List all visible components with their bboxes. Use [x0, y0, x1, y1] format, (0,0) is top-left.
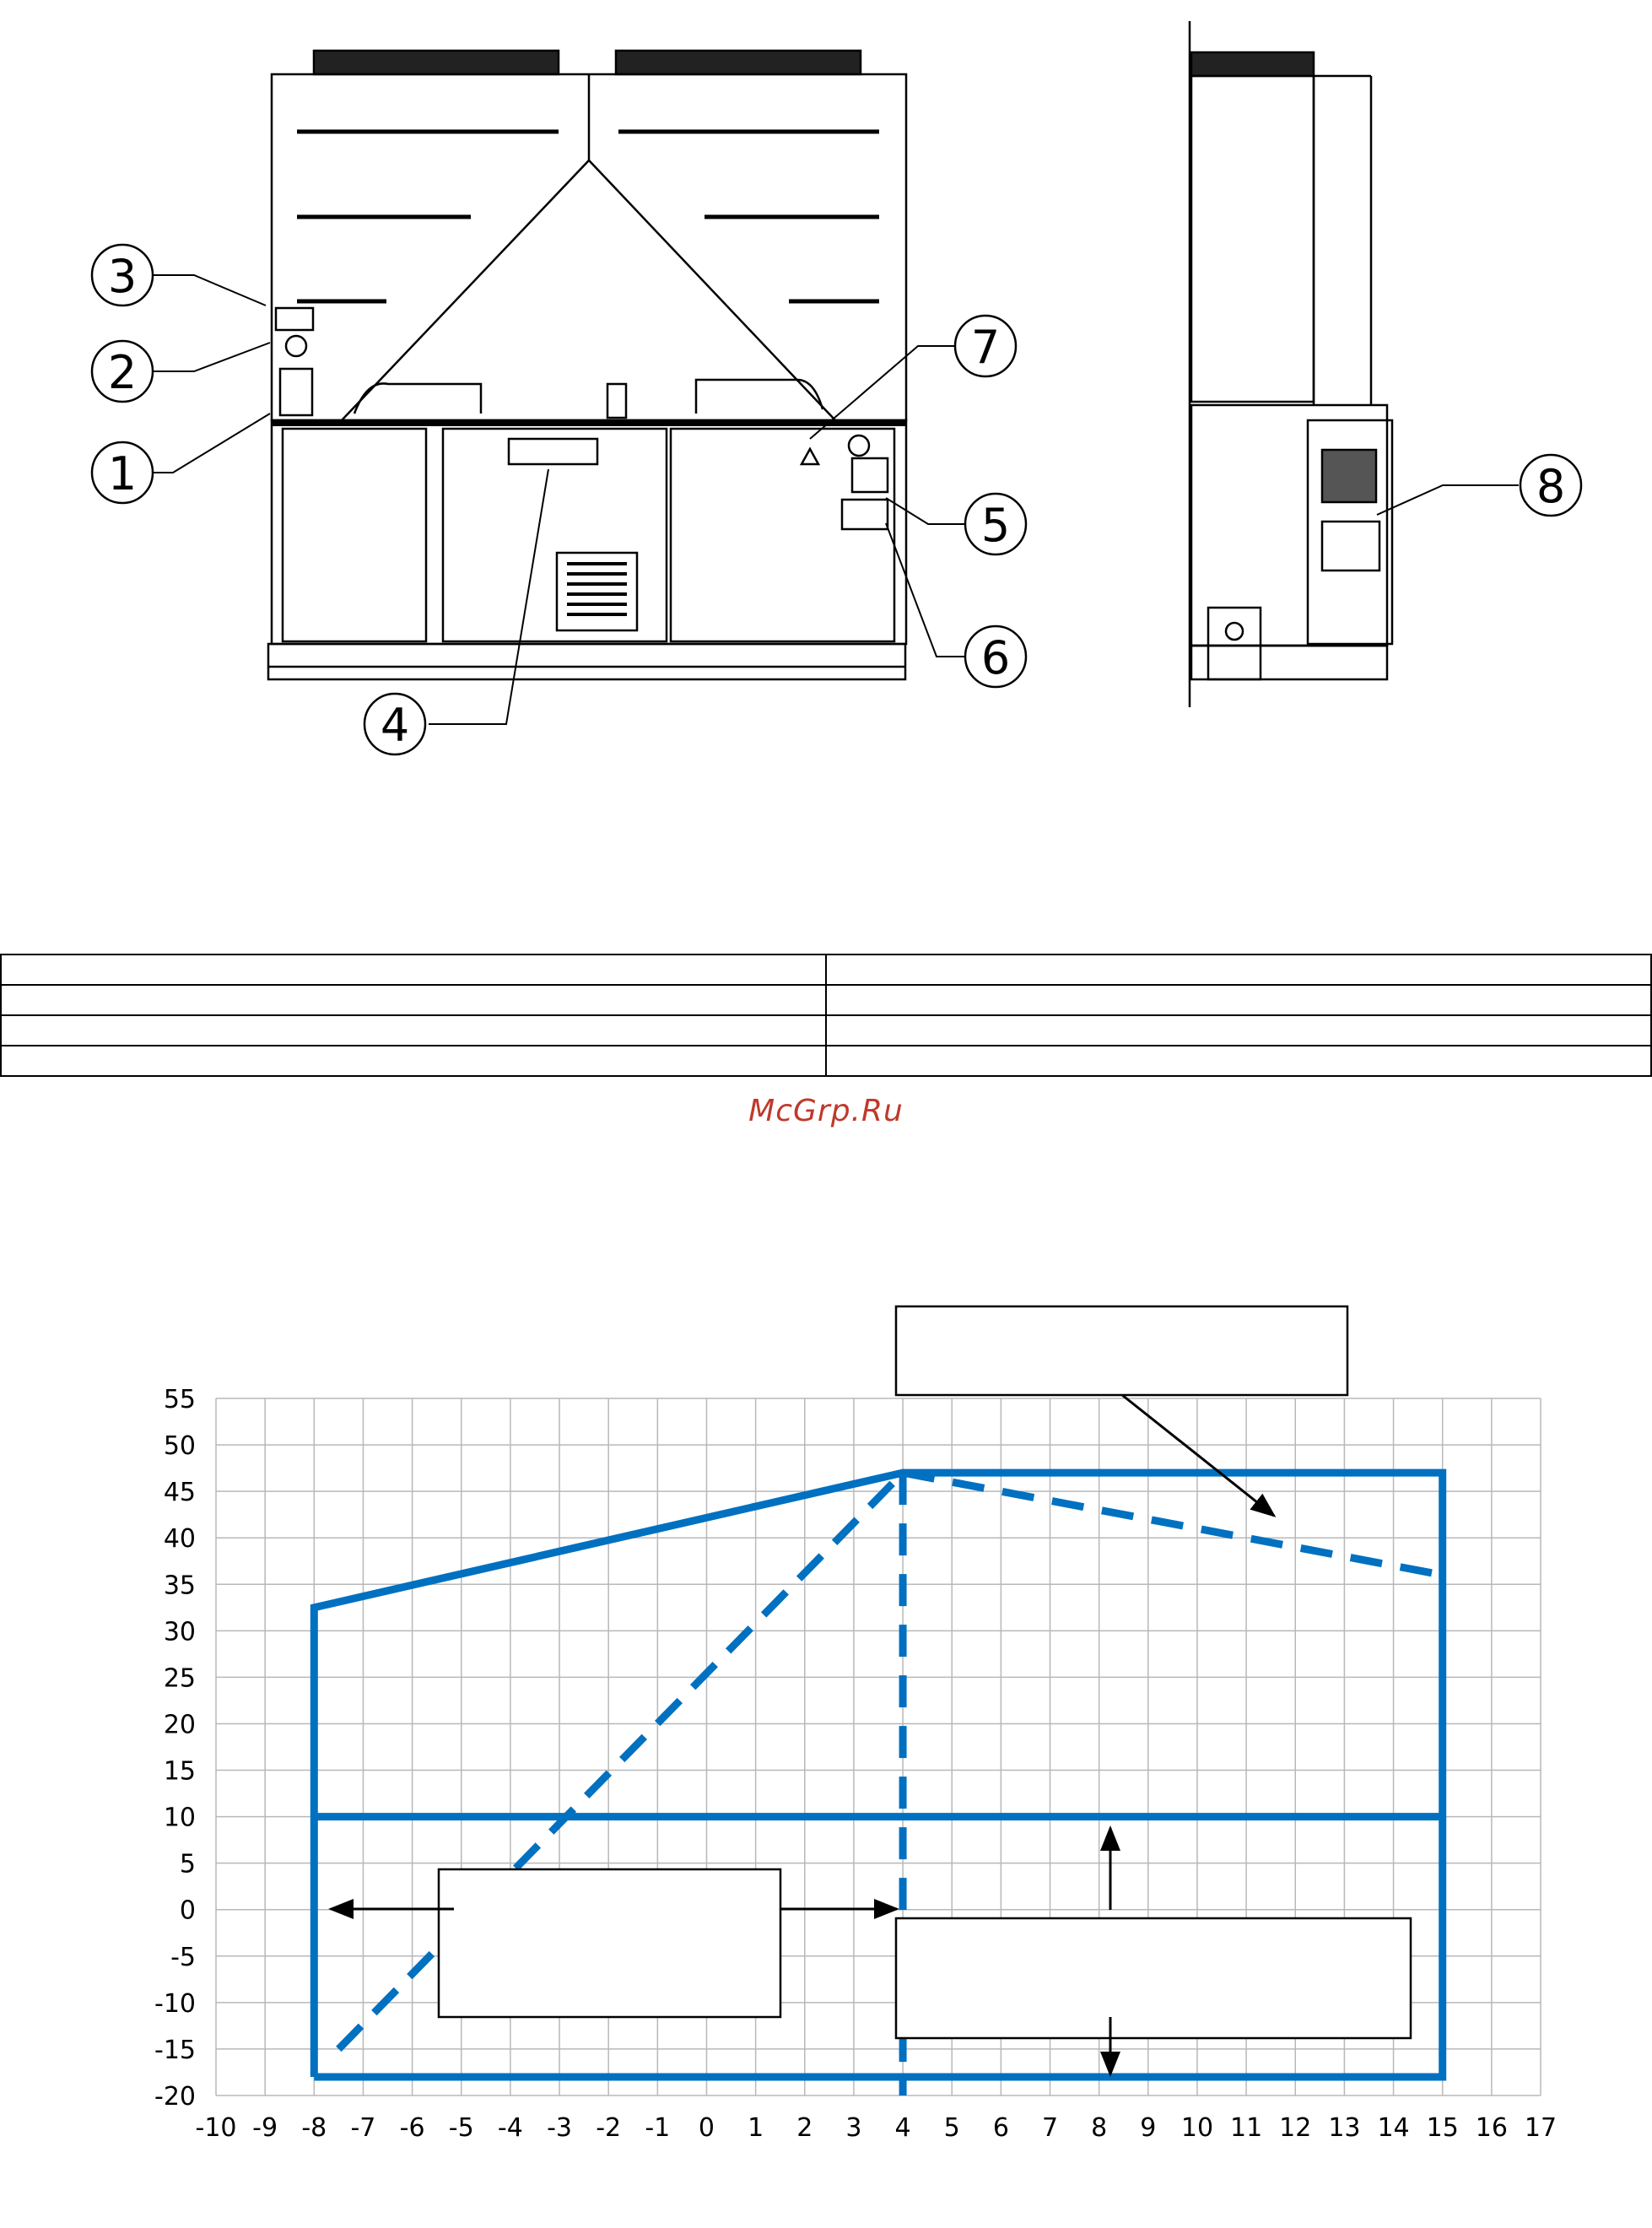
x-tick-label: 0	[698, 2113, 715, 2143]
y-tick-label: 45	[163, 1478, 196, 1508]
x-tick-label: -3	[547, 2113, 572, 2143]
right-callout	[896, 1918, 1411, 2038]
table-cell	[826, 1015, 1651, 1046]
y-tick-label: 15	[163, 1756, 196, 1787]
table-cell	[826, 985, 1651, 1015]
callout-number: 4	[380, 699, 410, 752]
y-tick-label: 55	[163, 1385, 196, 1414]
table-row	[1, 954, 1651, 985]
callout-number: 8	[1536, 460, 1566, 513]
panel-label-4	[509, 439, 597, 464]
x-tick-label: -2	[596, 2113, 622, 2143]
y-tick-label: 30	[163, 1617, 196, 1647]
fan-grille-right	[616, 51, 861, 74]
y-tick-label: -15	[154, 2035, 196, 2065]
main-switch	[849, 435, 869, 456]
fan-grille-left	[314, 51, 559, 74]
x-tick-label: 9	[1140, 2113, 1157, 2143]
x-tick-label: 14	[1377, 2113, 1410, 2143]
x-tick-label: -1	[645, 2113, 671, 2143]
x-tick-label: 1	[748, 2113, 764, 2143]
x-tick-label: -6	[399, 2113, 425, 2143]
table-cell	[826, 1046, 1651, 1076]
table-row	[1, 1046, 1651, 1076]
panel-label-6	[842, 500, 888, 529]
y-tick-label: 35	[163, 1571, 196, 1601]
y-tick-label: -10	[154, 1988, 196, 2019]
x-tick-label: -5	[448, 2113, 474, 2143]
table-cell	[826, 954, 1651, 985]
base-frame	[268, 644, 905, 679]
table-cell	[1, 954, 826, 985]
side-lower-cabinet	[1191, 405, 1387, 646]
x-tick-label: 15	[1426, 2113, 1459, 2143]
arrow-to-dashed-line	[1122, 1395, 1274, 1516]
dashed-boundary-4	[903, 1473, 1443, 1575]
x-tick-label: 2	[796, 2113, 813, 2143]
y-tick-label: 10	[163, 1803, 196, 1833]
left-callout	[439, 1869, 780, 2017]
x-tick-label: 16	[1475, 2113, 1508, 2143]
panel-label-5	[852, 458, 888, 492]
x-tick-label: -7	[350, 2113, 376, 2143]
callout-3	[92, 245, 153, 306]
side-grille	[1322, 450, 1376, 502]
callout-7	[955, 316, 1016, 376]
x-tick-label: -9	[252, 2113, 278, 2143]
y-tick-label: 20	[163, 1710, 196, 1740]
callout-number: 2	[107, 346, 138, 399]
callout-4	[364, 694, 425, 754]
callout-6	[965, 626, 1026, 687]
callout-number: 1	[107, 447, 138, 500]
x-tick-label: 13	[1328, 2113, 1361, 2143]
table-row	[1, 1015, 1651, 1046]
table-cell	[1, 985, 826, 1015]
operating-envelope-chart	[0, 1266, 1652, 2228]
callout-number: 5	[980, 499, 1011, 552]
warning-triangle	[802, 449, 818, 464]
label-3	[276, 308, 313, 330]
x-tick-label: 8	[1091, 2113, 1108, 2143]
table-row	[1, 985, 1651, 1015]
label-8	[1322, 522, 1379, 571]
y-tick-label: 50	[163, 1431, 196, 1462]
x-tick-label: -4	[497, 2113, 523, 2143]
side-fan-grille	[1191, 52, 1314, 76]
y-tick-label: 5	[179, 1849, 196, 1879]
x-tick-label: 6	[992, 2113, 1009, 2143]
x-tick-label: -8	[301, 2113, 327, 2143]
top-callout	[896, 1306, 1347, 1395]
spec-table	[0, 954, 1652, 1077]
x-tick-label: 5	[943, 2113, 960, 2143]
callout-number: 7	[970, 321, 1001, 374]
lower-cabinet	[272, 420, 906, 644]
side-upper-housing	[1191, 76, 1314, 402]
x-tick-label: 4	[894, 2113, 911, 2143]
v-coil-outline	[342, 160, 835, 420]
callout-2	[92, 341, 153, 402]
y-tick-label: 0	[179, 1895, 196, 1926]
x-tick-label: -10	[195, 2113, 237, 2143]
y-tick-label: 25	[163, 1663, 196, 1694]
x-tick-label: 3	[845, 2113, 862, 2143]
x-tick-label: 11	[1230, 2113, 1263, 2143]
x-tick-label: 10	[1180, 2113, 1214, 2143]
callout-number: 6	[980, 631, 1011, 684]
callout-8	[1520, 455, 1581, 516]
watermark: McGrp.Ru	[748, 1094, 904, 1128]
y-tick-label: -20	[154, 2082, 196, 2112]
table-cell	[1, 1046, 826, 1076]
table-cell	[1, 1015, 826, 1046]
y-tick-label: -5	[170, 1942, 196, 1972]
unit-drawing	[0, 0, 1652, 810]
callout-5	[965, 494, 1026, 554]
callout-number: 3	[107, 250, 138, 303]
callout-1	[92, 442, 153, 503]
x-tick-label: 7	[1041, 2113, 1059, 2143]
label-1	[280, 369, 312, 415]
y-tick-label: 40	[163, 1524, 196, 1555]
side-control-panel	[1208, 608, 1261, 679]
x-tick-label: 17	[1524, 2113, 1558, 2143]
x-tick-label: 12	[1279, 2113, 1312, 2143]
label-2	[286, 336, 306, 356]
